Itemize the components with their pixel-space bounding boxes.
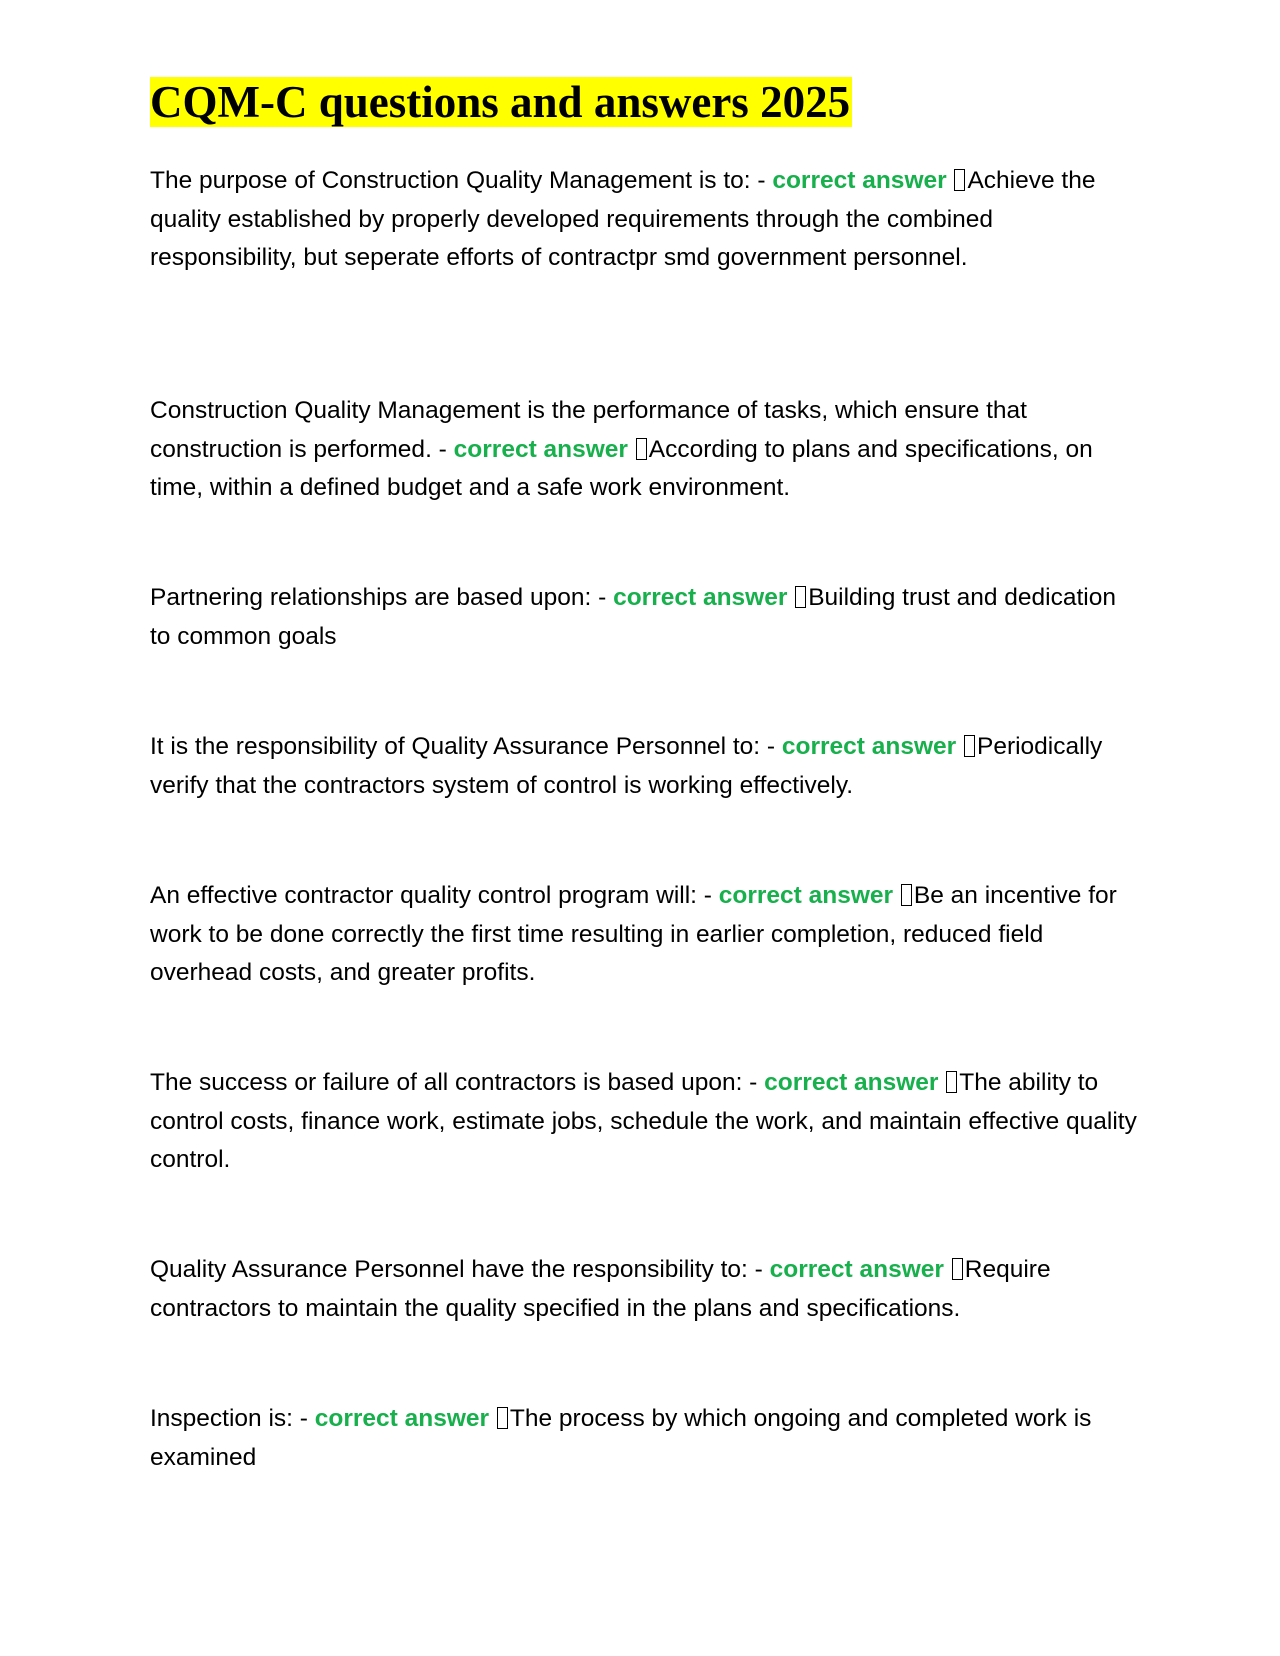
qa-item-8	[150, 1400, 1140, 1477]
answer-text: Be an incentive for work to be done correctly the first time resulting in earlier completion, reduced field overhead costs, and greater profits.	[150, 882, 1117, 986]
question-text: Partnering relationships are based upon: -	[150, 584, 614, 611]
missing-glyph-box-icon	[952, 1258, 963, 1280]
missing-glyph-box-icon	[901, 884, 912, 906]
answer-text: Achieve the quality established by properly developed requirements through the combined responsibility, but seperate efforts of contractpr smd government personnel.	[150, 167, 1096, 271]
correct-answer-label: correct answer	[453, 435, 628, 463]
question-text: Inspection is: -	[150, 1405, 315, 1432]
qa-item-4	[150, 728, 1140, 805]
question-text: The purpose of Construction Quality Management is to: -	[150, 167, 773, 194]
missing-glyph-box-icon	[964, 735, 975, 757]
title-highlight: CQM-C questions and answers 2025	[150, 77, 851, 127]
qa-item-5	[150, 877, 1140, 993]
qa-item-6	[150, 1064, 1140, 1180]
correct-answer-label: correct answer	[613, 584, 788, 611]
correct-answer-label: correct answer	[314, 1405, 490, 1432]
missing-glyph-box-icon	[954, 169, 965, 191]
correct-answer-label: correct answer	[772, 167, 947, 194]
answer-text: Periodically verify that the contractors system of control is working effectively.	[150, 733, 1103, 799]
question-text: The success or failure of all contractors is based upon: -	[150, 1069, 765, 1096]
answer-text: Building trust and dedication to common goals	[150, 584, 1117, 650]
question-text: Construction Quality Management is the performance of tasks, which ensure that construction is performed. -	[150, 397, 1027, 463]
qa-item-2	[150, 392, 1140, 508]
qa-item-1	[150, 162, 1140, 278]
question-text: An effective contractor quality control program will: -	[150, 882, 719, 909]
correct-answer-label: correct answer	[718, 882, 894, 909]
document-title	[150, 74, 852, 130]
missing-glyph-box-icon	[795, 586, 806, 608]
answer-text: The ability to control costs, finance work, estimate jobs, schedule the work, and maintain effective quality control.	[150, 1069, 1137, 1173]
correct-answer-label: correct answer	[769, 1256, 944, 1283]
answer-text: The process by which ongoing and completed work is examined	[150, 1405, 1092, 1471]
correct-answer-label: correct answer	[781, 733, 957, 760]
qa-item-7	[150, 1251, 1140, 1328]
correct-answer-label: correct answer	[764, 1069, 939, 1096]
answer-text: Require contractors to maintain the quality specified in the plans and specifications.	[150, 1256, 1051, 1322]
question-text: It is the responsibility of Quality Assurance Personnel to: -	[150, 733, 782, 760]
question-text: Quality Assurance Personnel have the responsibility to: -	[150, 1256, 770, 1283]
answer-text: According to plans and specifications, on time, within a defined budget and a safe work environment.	[150, 435, 1093, 501]
missing-glyph-box-icon	[497, 1407, 508, 1429]
missing-glyph-box-icon	[636, 438, 647, 460]
missing-glyph-box-icon	[946, 1071, 957, 1093]
qa-item-3	[150, 579, 1140, 656]
